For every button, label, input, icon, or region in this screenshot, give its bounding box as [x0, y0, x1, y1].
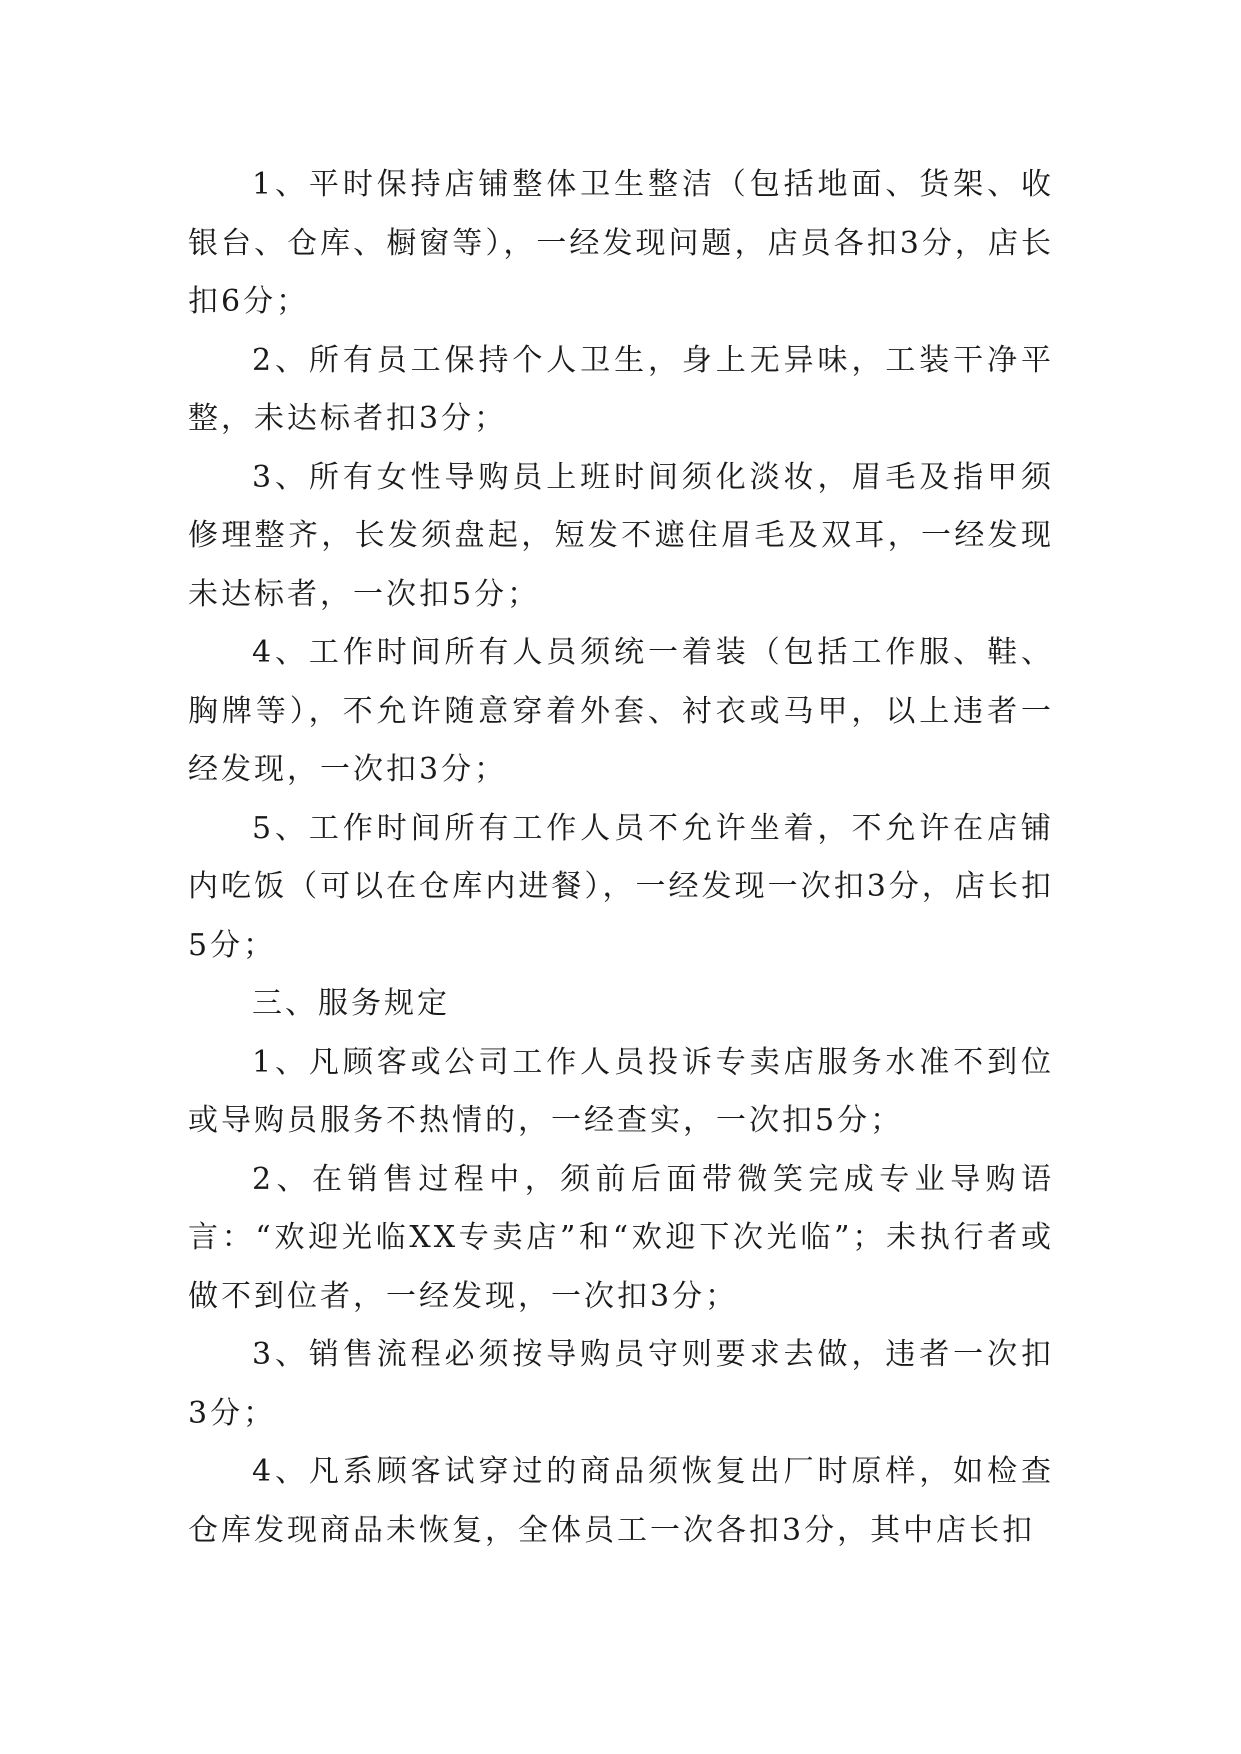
rule-paragraph-4: 4、工作时间所有人员须统一着装（包括工作服、鞋、胸牌等），不允许随意穿着外套、衬衣或马甲，以上违者一经发现，一次扣3分；: [188, 635, 1054, 787]
section-heading: 三、服务规定: [252, 986, 450, 1021]
service-paragraph-3: 3、销售流程必须按导购员守则要求去做，违者一次扣3分；: [188, 1337, 1054, 1431]
rule-paragraph-1: 1、平时保持店铺整体卫生整洁（包括地面、货架、收银台、仓库、橱窗等），一经发现问题，店员各扣3分，店长扣6分；: [188, 167, 1054, 319]
rule-paragraph-2: 2、所有员工保持个人卫生，身上无异味，工装干净平整，未达标者扣3分；: [188, 342, 1054, 436]
rule-paragraph-5: 5、工作时间所有工作人员不允许坐着，不允许在店铺内吃饭（可以在仓库内进餐），一经发现一次扣3分，店长扣5分；: [188, 810, 1054, 963]
document-body: [188, 156, 1054, 1560]
service-paragraph-2: 2、在销售过程中，须前后面带微笑完成专业导购语言：“欢迎光临XX专卖店”和“欢迎下次光临”；未执行者或做不到位者，一经发现，一次扣3分；: [188, 1161, 1054, 1314]
service-paragraph-4: 4、凡系顾客试穿过的商品须恢复出厂时原样，如检查仓库发现商品未恢复，全体员工一次各扣3分，其中店长扣: [188, 1454, 1054, 1548]
rule-paragraph-3: 3、所有女性导购员上班时间须化淡妆，眉毛及指甲须修理整齐，长发须盘起，短发不遮住眉毛及双耳，一经发现未达标者，一次扣5分；: [188, 459, 1054, 612]
service-paragraph-1: 1、凡顾客或公司工作人员投诉专卖店服务水准不到位或导购员服务不热情的，一经查实，一次扣5分；: [188, 1044, 1054, 1138]
